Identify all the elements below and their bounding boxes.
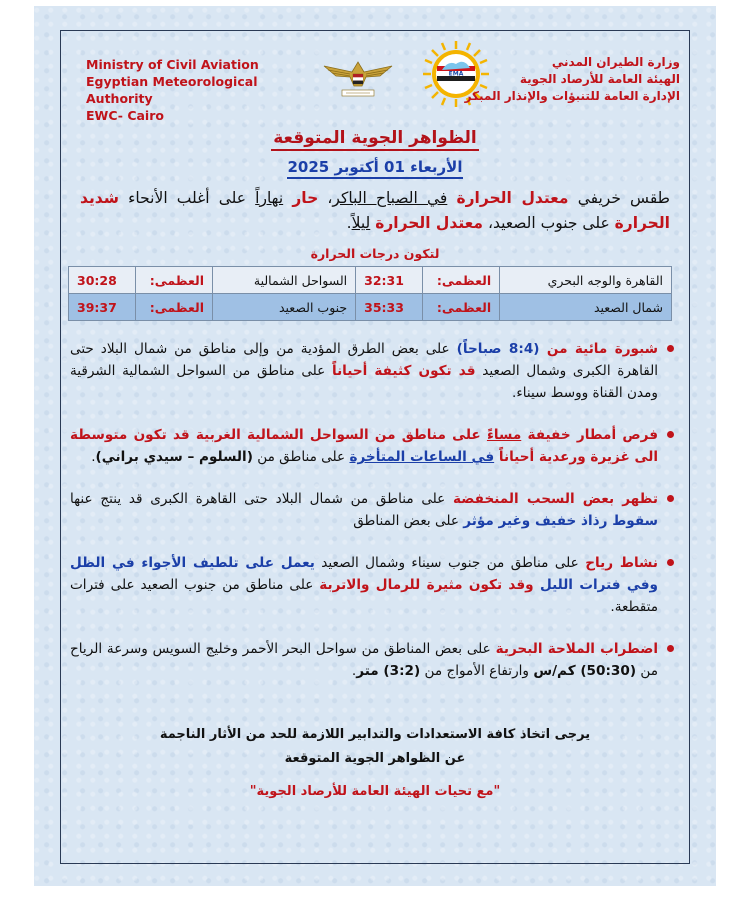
phenomenon-highlight: وقد تكون مثيرة للرمال والاتربة (319, 577, 540, 593)
authority-name-ar: الهيئة العامة للأرصاد الجوية (519, 72, 680, 86)
max-temp-value: 30:28 (69, 267, 136, 294)
phenomenon-rain (70, 424, 674, 468)
max-label: العظمى: (423, 294, 500, 321)
center-name-en: EWC- Cairo (86, 108, 164, 123)
intro-highlight: حار (292, 189, 319, 207)
phenomenon-name: شبورة مائية من (539, 341, 658, 357)
bullet-icon (667, 495, 674, 502)
intro-time-of-day: ليلاً (351, 214, 371, 232)
phenomena-list (70, 338, 674, 682)
intro-time-of-day: نهاراً (255, 189, 284, 207)
bulletin-title: الظواهر الجوية المتوقعة (271, 128, 479, 151)
phenomenon-text: . (351, 663, 357, 679)
phenomenon-name: اضطراب الملاحة البحرية (495, 641, 658, 657)
intro-highlight: شديد الحرارة (80, 189, 670, 232)
phenomenon-text: على مناطق من السواحل الشمالية الشرقية ومدن القناة ووسط سيناء. (70, 363, 658, 401)
arabic-header (420, 54, 680, 105)
phenomenon-clouds (70, 488, 674, 532)
phenomenon-text: على بعض المناطق من سواحل البحر الأحمر وخليج السويس وسرعة الرياح من (70, 641, 658, 679)
phenomenon-highlight: على مناطق من السواحل الشمالية الغربية قد تكون متوسطة الى غزيرة ورعدية أحياناً (70, 427, 658, 465)
max-temp-value: 32:31 (356, 267, 423, 294)
ministry-name-ar: وزارة الطيران المدني (551, 55, 680, 69)
phenomenon-area: (السلوم – سيدي براني) (95, 449, 253, 465)
intro-text: على أغلب الأنحاء (118, 189, 256, 207)
phenomenon-time: (8:4 صباحاً) (456, 341, 540, 357)
closing-line: يرجى اتخاذ كافة الاستعدادات والتدابير اللازمة للحد من الأثار الناجمة (159, 727, 591, 742)
bullet-icon (667, 345, 674, 352)
city-name: السواحل الشمالية (213, 267, 356, 294)
closing-line: عن الظواهر الجوية المتوقعة (284, 751, 466, 766)
authority-name-en: Egyptian Meteorological Authority (86, 74, 258, 106)
city-name: جنوب الصعيد (213, 294, 356, 321)
intro-highlight: معتدل الحرارة (375, 214, 484, 232)
max-label: العظمى: (423, 267, 500, 294)
phenomenon-text: . (91, 449, 96, 465)
department-name-ar: الإدارة العامة للتنبؤات والإنذار المبكر (464, 89, 680, 103)
intro-text: طقس خريفي (568, 189, 670, 207)
phenomenon-text: على بعض المناطق (353, 513, 464, 529)
intro-text (283, 189, 292, 207)
phenomenon-text: على بعض الطرق المؤدية من وإلى مناطق من شمال البلاد حتى القاهرة الكبرى وشمال الصعيد (70, 341, 659, 379)
phenomenon-navigation (70, 638, 674, 682)
intro-text: على جنوب الصعيد، (483, 214, 615, 232)
phenomenon-name: فرص أمطار خفيفة (521, 427, 659, 443)
phenomenon-highlight: قد تكون كثيفة أحياناً (331, 363, 476, 379)
phenomenon-text: على مناطق من (252, 449, 350, 465)
phenomenon-fog (70, 338, 674, 404)
max-temp-value: 35:33 (356, 294, 423, 321)
bulletin-date: الأربعاء 01 أكتوبر 2025 (287, 158, 462, 179)
ministry-eagle-emblem-icon (322, 52, 394, 100)
phenomenon-time: في الساعات المتأخرة (349, 449, 495, 465)
phenomenon-name: نشاط رياح (585, 555, 658, 571)
english-header (86, 56, 306, 124)
phenomenon-winds (70, 552, 674, 618)
closing-note (0, 723, 750, 771)
intro-paragraph (80, 186, 670, 236)
phenomenon-time: مساءً (486, 427, 522, 443)
phenomenon-name: تظهر بعض السحب المنخفضة (453, 491, 658, 507)
ministry-name-en: Ministry of Civil Aviation (86, 57, 259, 72)
bullet-icon (667, 559, 674, 566)
bullet-icon (667, 645, 674, 652)
signature: "مع تحيات الهيئة العامة للأرصاد الجوية" (249, 784, 501, 799)
wave-height: (3:2) متر (356, 663, 421, 679)
table-row (69, 294, 672, 321)
phenomenon-text: على مناطق من شمال البلاد حتى القاهرة الكبرى قد ينتج عنها (70, 491, 454, 507)
intro-time-of-day: في الصباح الباكر (332, 189, 448, 207)
table-row (69, 267, 672, 294)
intro-text: ، (318, 189, 333, 207)
phenomenon-text: وارتفاع الأمواج من (420, 663, 534, 679)
phenomenon-highlight: يعمل على تلطيف الأجواء في الظل وفي فترات الليل (70, 555, 658, 593)
max-temp-value: 39:37 (69, 294, 136, 321)
max-label: العظمى: (136, 294, 213, 321)
phenomenon-text: على مناطق من جنوب الصعيد على فترات متقطعة. (70, 577, 658, 615)
wind-speed: (50:30) كم/س (533, 663, 637, 679)
intro-text: . (346, 214, 352, 232)
logo-text: EMA (448, 70, 464, 78)
temperatures-heading: لتكون درجات الحرارة (310, 246, 440, 261)
intro-highlight: معتدل الحرارة (456, 189, 569, 207)
phenomenon-text: على مناطق من جنوب سيناء وشمال الصعيد (314, 555, 586, 571)
bullet-icon (667, 431, 674, 438)
temperatures-table (68, 266, 672, 321)
bulletin-date-wrap (0, 158, 750, 176)
max-label: العظمى: (136, 267, 213, 294)
city-name: القاهرة والوجه البحري (500, 267, 672, 294)
bulletin-title-wrap (0, 128, 750, 148)
phenomenon-highlight: سقوط رذاذ خفيف وغير مؤثر (463, 513, 658, 529)
city-name: شمال الصعيد (500, 294, 672, 321)
